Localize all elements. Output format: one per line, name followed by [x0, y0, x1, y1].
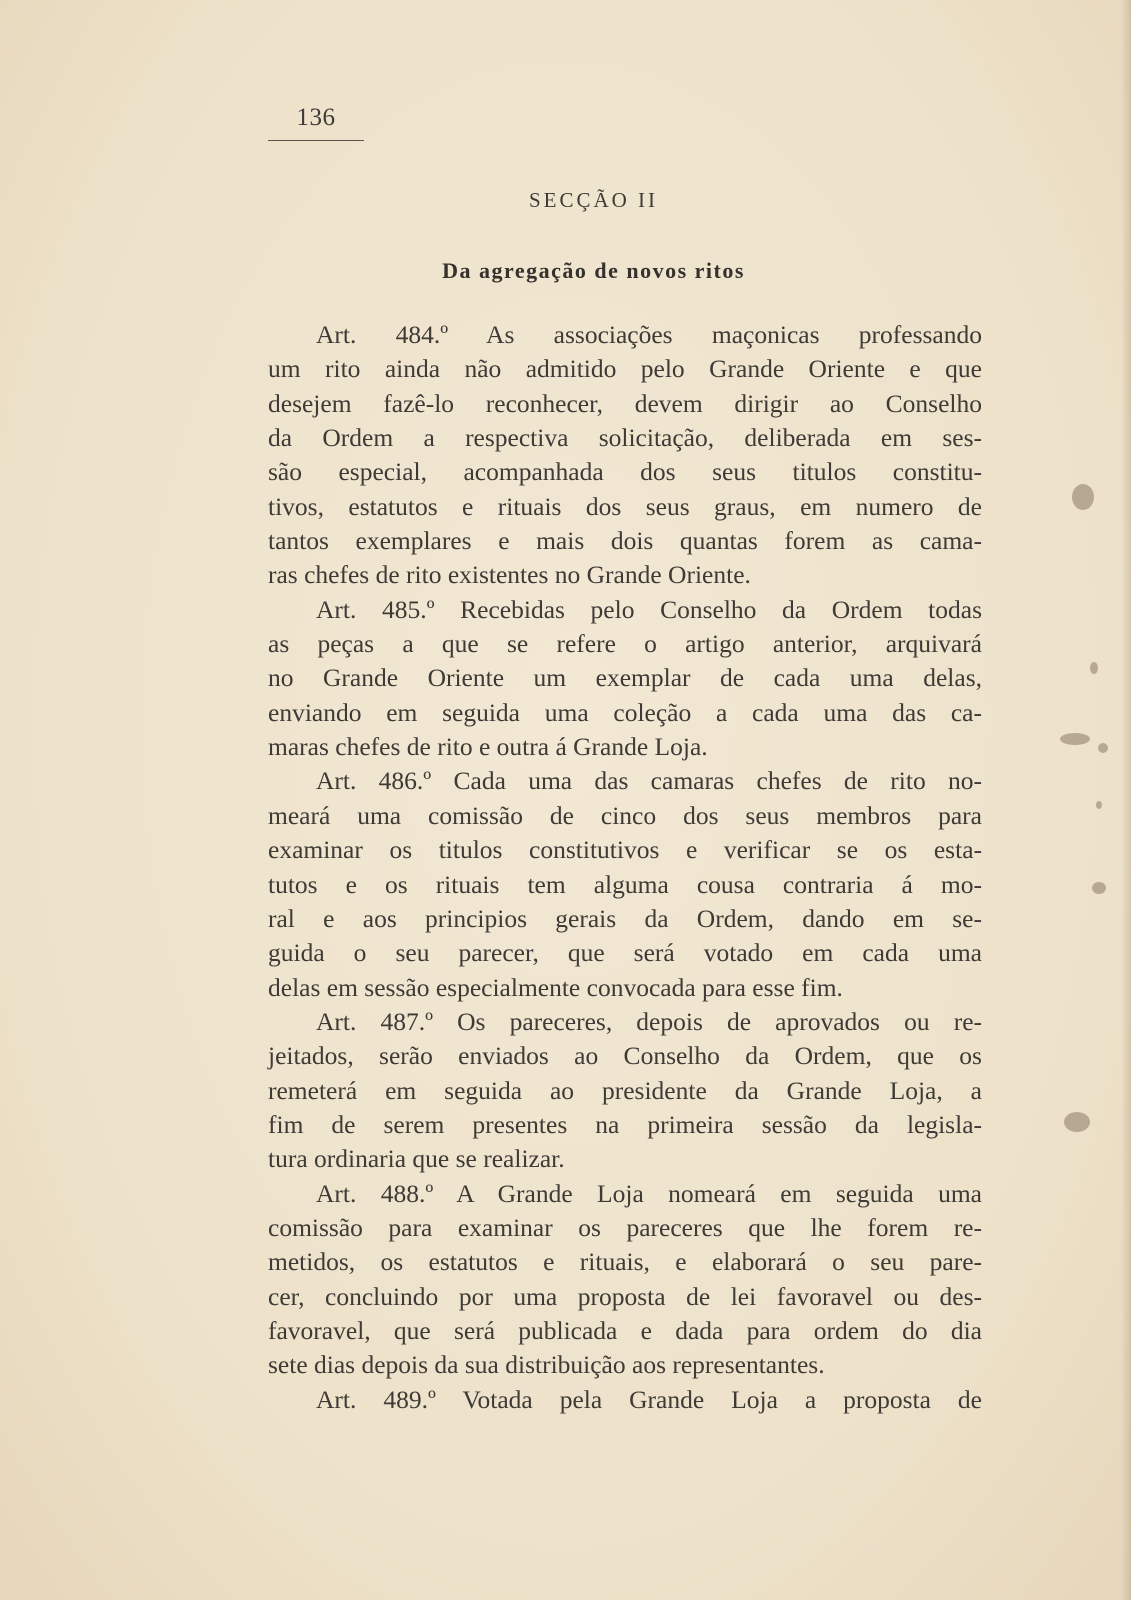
- text-line: Art. 488.º A Grande Loja nomeará em seguida uma: [316, 1178, 982, 1208]
- text-line: Art. 484.º As associações maçonicas professando: [316, 320, 982, 349]
- text-line: jeitados, serão enviados ao Conselho da Ordem, que os: [268, 1041, 982, 1071]
- text-line: Art. 486.º Cada uma das camaras chefes de rito no-: [316, 766, 982, 796]
- page-number: 136: [296, 104, 336, 131]
- text-line: as peças a que se refere o artigo anterior, arquivará: [268, 629, 982, 659]
- text-line: comissão para examinar os pareceres que lhe forem re-: [268, 1212, 982, 1242]
- text-line: são especial, acompanhada dos seus titulos constitu-: [268, 457, 982, 487]
- page-edge-shadow: [1121, 0, 1131, 1600]
- text-line: remeterá em seguida ao presidente da Grande Loja, a: [268, 1075, 982, 1105]
- ink-blot: [1072, 484, 1094, 510]
- text-line: meará uma comissão de cinco dos seus membros para: [268, 800, 982, 830]
- ink-blot: [1096, 801, 1102, 809]
- text-line: guida o seu parecer, que será votado em cada uma: [268, 938, 982, 968]
- text-line: sete dias depois da sua distribuição aos representantes.: [268, 1350, 825, 1380]
- ink-blot: [1060, 733, 1090, 745]
- ink-blot: [1098, 743, 1108, 753]
- section-subtitle: Da agregação de novos ritos: [442, 258, 745, 283]
- text-line: Art. 487.º Os pareceres, depois de aprovados ou re-: [316, 1006, 982, 1036]
- text-line: desejem fazê-lo reconhecer, devem dirigir ao Conselho: [268, 388, 982, 418]
- ink-blot: [1092, 882, 1106, 894]
- text-line: Art. 485.º Recebidas pelo Conselho da Ordem todas: [316, 594, 982, 624]
- header-rule: [268, 140, 364, 141]
- body-text: [268, 318, 982, 1417]
- text-line: tantos exemplares e mais dois quantas forem as cama-: [268, 526, 982, 556]
- text-line: delas em sessão especialmente convocada para esse fim.: [268, 972, 843, 1002]
- text-line: ras chefes de rito existentes no Grande Oriente.: [268, 560, 751, 590]
- ink-blot: [1090, 662, 1098, 674]
- text-line: enviando em seguida uma coleção a cada uma das ca-: [268, 697, 982, 727]
- text-line: tura ordinaria que se realizar.: [268, 1144, 565, 1174]
- text-line: maras chefes de rito e outra á Grande Loja.: [268, 732, 708, 762]
- text-line: no Grande Oriente um exemplar de cada uma delas,: [268, 663, 982, 693]
- section-title: SECÇÃO II: [528, 188, 659, 212]
- ink-blot: [1064, 1112, 1090, 1132]
- text-line: Art. 489.º Votada pela Grande Loja a proposta de: [316, 1384, 982, 1414]
- text-line: da Ordem a respectiva solicitação, deliberada em ses-: [268, 423, 982, 453]
- text-line: fim de serem presentes na primeira sessão da legisla-: [268, 1109, 982, 1139]
- text-line: examinar os titulos constitutivos e verificar se os esta-: [268, 835, 982, 865]
- text-line: favoravel, que será publicada e dada para ordem do dia: [268, 1315, 982, 1345]
- text-line: cer, concluindo por uma proposta de lei favoravel ou des-: [268, 1281, 982, 1311]
- text-line: metidos, os estatutos e rituais, e elaborará o seu pare-: [268, 1247, 982, 1277]
- text-line: um rito ainda não admitido pelo Grande Oriente e que: [268, 354, 982, 384]
- text-line: tivos, estatutos e rituais dos seus graus, em numero de: [268, 491, 982, 521]
- text-line: ral e aos principios gerais da Ordem, dando em se-: [268, 903, 982, 933]
- text-line: tutos e os rituais tem alguma cousa contraria á mo-: [268, 869, 982, 899]
